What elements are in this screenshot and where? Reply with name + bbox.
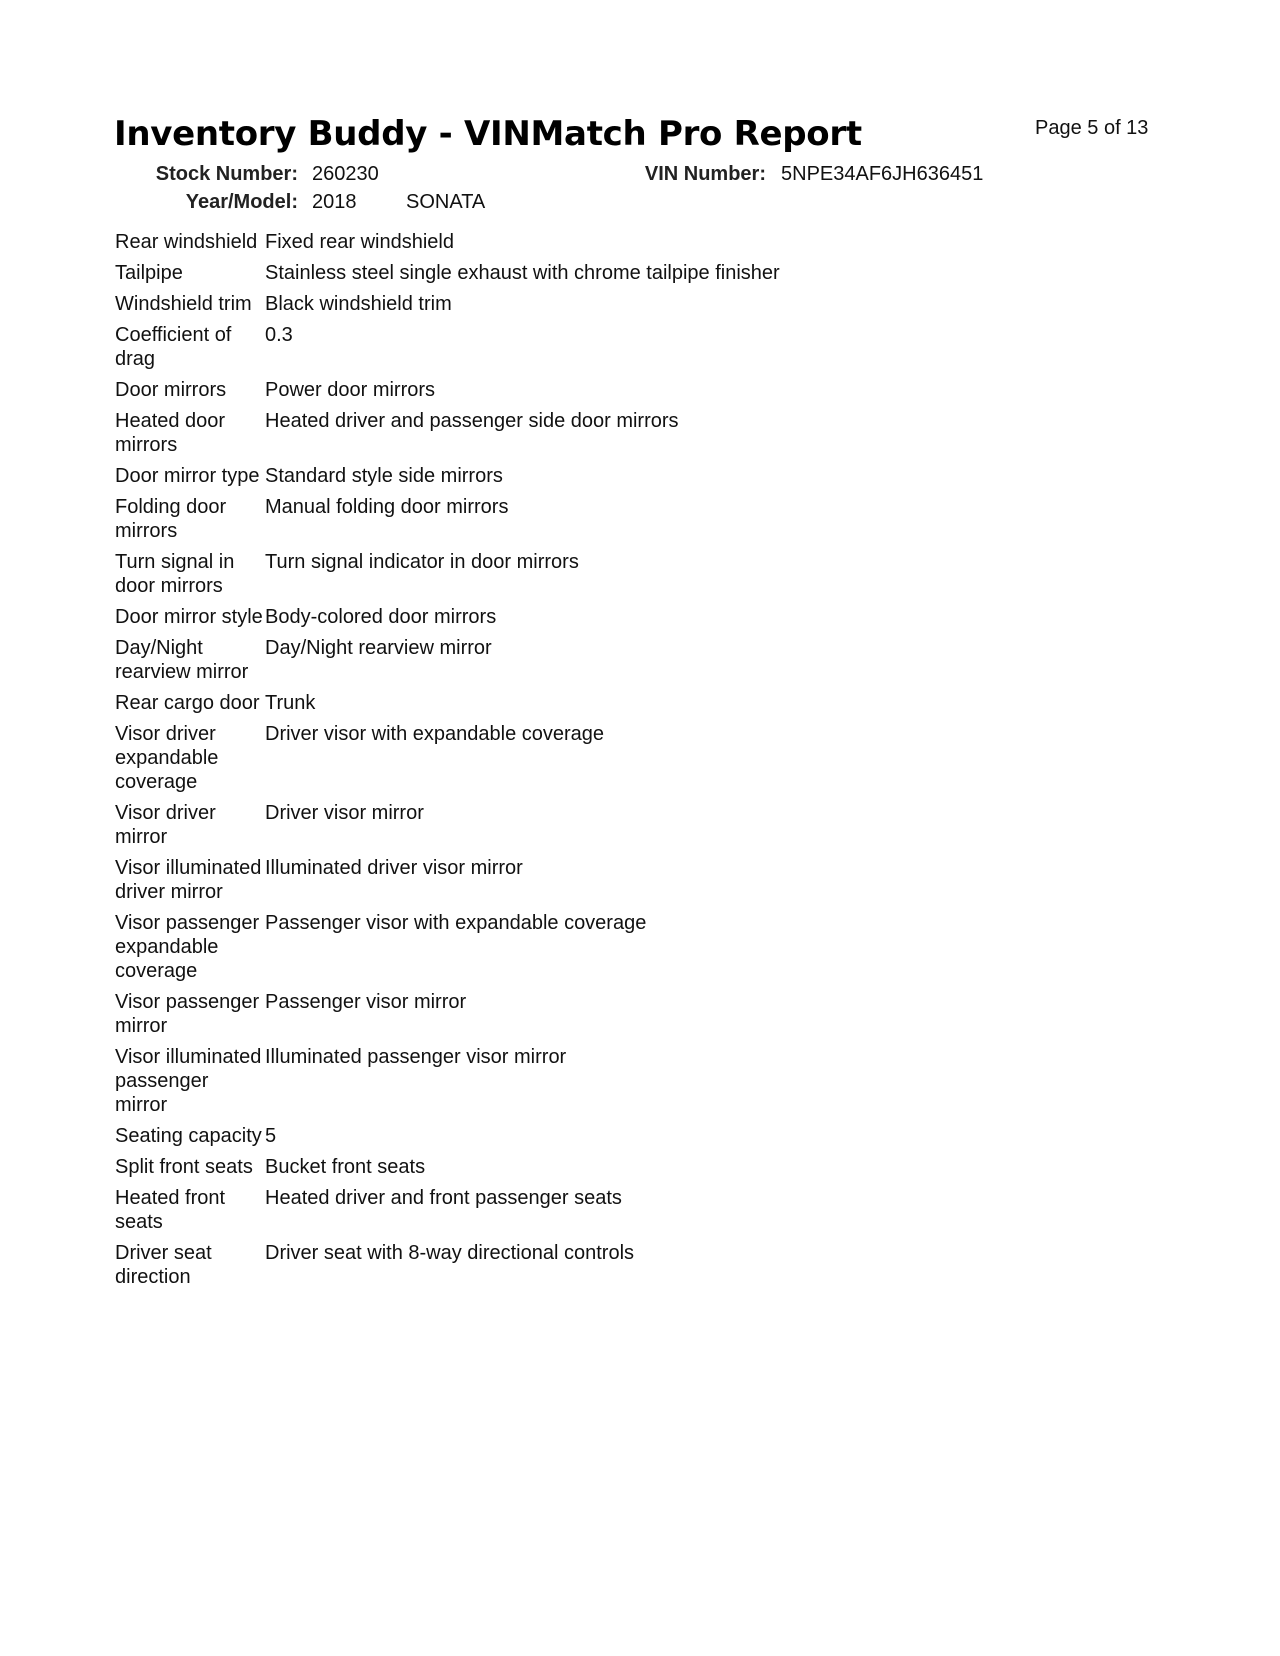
spec-label: Rear windshield (115, 231, 258, 253)
spec-label: Visor illuminated driver mirror (115, 857, 262, 903)
stock-number-value: 260230 (312, 163, 379, 185)
spec-value: Driver seat with 8-way directional controls (265, 1242, 635, 1264)
spec-list (115, 230, 1015, 1296)
stock-number-label: Stock Number: (155, 163, 298, 185)
year-value: 2018 (312, 191, 357, 213)
spec-label: Folding door mirrors (115, 496, 227, 542)
spec-value: Illuminated driver visor mirror (265, 857, 523, 879)
vin-number-value: 5NPE34AF6JH636451 (781, 163, 984, 185)
spec-row (115, 856, 1015, 904)
vin-number-label: VIN Number: (644, 163, 766, 185)
spec-row (115, 1045, 1015, 1117)
spec-value: Heated driver and front passenger seats (265, 1187, 622, 1209)
spec-row (115, 292, 1015, 316)
spec-label: Driver seat direction (115, 1242, 212, 1288)
spec-value: Trunk (265, 692, 316, 714)
spec-label: Split front seats (115, 1156, 253, 1178)
spec-row (115, 636, 1015, 684)
spec-value: Black windshield trim (265, 293, 452, 315)
spec-row (115, 691, 1015, 715)
spec-row (115, 230, 1015, 254)
spec-row (115, 1241, 1015, 1289)
spec-row (115, 495, 1015, 543)
spec-value: 5 (265, 1125, 277, 1147)
spec-row (115, 1124, 1015, 1148)
spec-row (115, 911, 1015, 983)
spec-row (115, 1186, 1015, 1234)
spec-label: Rear cargo door (115, 692, 260, 714)
spec-label: Coefficient of drag (115, 324, 232, 370)
spec-label: Heated door mirrors (115, 410, 226, 456)
spec-label: Door mirror style (115, 606, 263, 628)
spec-row (115, 409, 1015, 457)
spec-label: Visor passenger mirror (115, 991, 260, 1037)
spec-value: Day/Night rearview mirror (265, 637, 492, 659)
spec-value: Body-colored door mirrors (265, 606, 497, 628)
spec-label: Visor illuminated passenger mirror (115, 1046, 262, 1116)
spec-label: Visor driver expandable coverage (115, 723, 219, 793)
spec-label: Turn signal in door mirrors (115, 551, 235, 597)
spec-label: Seating capacity (115, 1125, 262, 1147)
spec-label: Door mirrors (115, 379, 227, 401)
spec-value: 0.3 (265, 324, 293, 346)
spec-label: Tailpipe (115, 262, 183, 284)
spec-value: Standard style side mirrors (265, 465, 503, 487)
spec-label: Heated front seats (115, 1187, 226, 1233)
spec-row (115, 261, 1015, 285)
year-model-label: Year/Model: (185, 191, 298, 213)
spec-value: Illuminated passenger visor mirror (265, 1046, 567, 1068)
spec-value: Turn signal indicator in door mirrors (265, 551, 579, 573)
spec-value: Manual folding door mirrors (265, 496, 509, 518)
spec-value: Passenger visor with expandable coverage (265, 912, 647, 934)
spec-row (115, 464, 1015, 488)
spec-label: Windshield trim (115, 293, 252, 315)
model-value: SONATA (406, 191, 486, 213)
spec-value: Heated driver and passenger side door mirrors (265, 410, 679, 432)
spec-row (115, 801, 1015, 849)
report-title: Inventory Buddy - VINMatch Pro Report (114, 114, 862, 154)
spec-row (115, 722, 1015, 794)
spec-label: Visor passenger expandable coverage (115, 912, 260, 982)
spec-value: Driver visor mirror (265, 802, 424, 824)
spec-row (115, 990, 1015, 1038)
spec-label: Day/Night rearview mirror (115, 637, 249, 683)
spec-row (115, 378, 1015, 402)
spec-value: Passenger visor mirror (265, 991, 467, 1013)
spec-row (115, 1155, 1015, 1179)
spec-row (115, 605, 1015, 629)
spec-label: Door mirror type (115, 465, 260, 487)
spec-value: Bucket front seats (265, 1156, 426, 1178)
spec-value: Driver visor with expandable coverage (265, 723, 605, 745)
page-number: Page 5 of 13 (1035, 117, 1149, 139)
spec-row (115, 323, 1015, 371)
spec-value: Fixed rear windshield (265, 231, 454, 253)
spec-row (115, 550, 1015, 598)
spec-value: Power door mirrors (265, 379, 436, 401)
spec-label: Visor driver mirror (115, 802, 216, 848)
spec-value: Stainless steel single exhaust with chrome tailpipe finisher (265, 262, 780, 284)
